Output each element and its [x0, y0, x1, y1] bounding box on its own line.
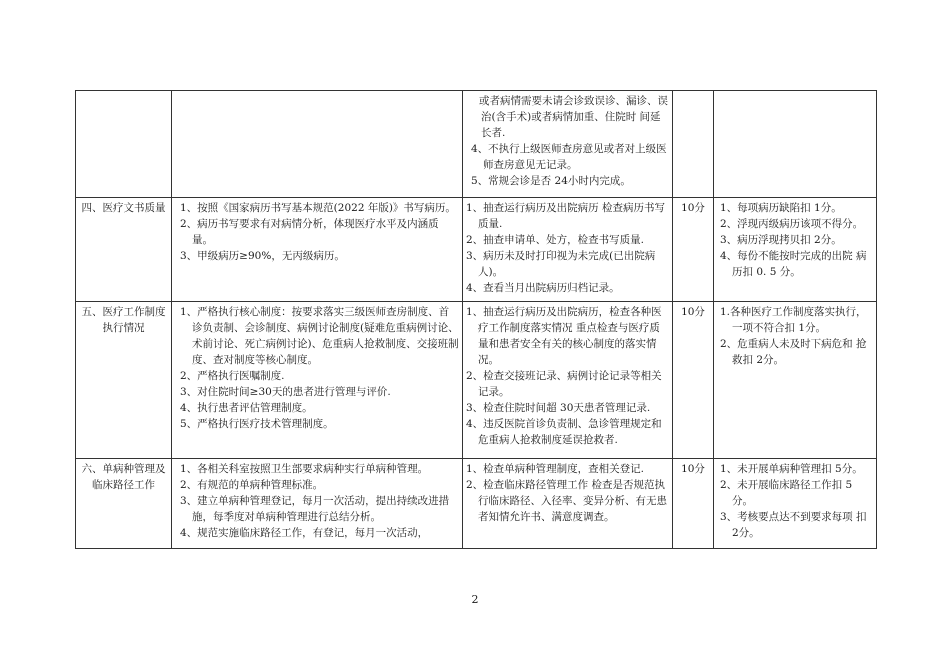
method-item: 4、不执行上级医师查房意见或者对上级医 师查房意见无记录。 [471, 143, 667, 171]
method-item: 1、检查单病种管理制度，查相关登记. [466, 463, 645, 475]
deductions-cell [714, 198, 877, 302]
method-item: 2、检查临床路径管理工作 检查是否规范执行临床路径、入径率、变异分析、有无患者知情允许书、满意度调查。 [466, 479, 667, 523]
standard-item: 2、病历书写要求有对病情分析，体现医疗水平及内涵质量。 [180, 218, 439, 246]
deduction-item: 1、未开展单病种管理扣 5分。 [720, 463, 863, 475]
deduction-item: 2、未开展临床路径工作扣 5分。 [720, 479, 853, 507]
method-item: 2、抽查申请单、处方，检查书写质量. [466, 234, 645, 246]
standard-item: 1、各相关科室按照卫生部要求病种实行单病种管理。 [180, 463, 429, 475]
category-cell: 五、医疗工作制度执行情况 [76, 302, 172, 459]
standard-item: 3、建立单病种管理登记，每月一次活动，提出持续改进措施，每季度对单病种管理进行总结分析。 [180, 495, 450, 523]
deduction-item: 3、考核要点达不到要求每项 扣 2分。 [720, 511, 867, 539]
method-item: 或者病情需要未请会诊致误诊、漏诊、误治(含手术)或者病情加重、住院时 间延长者. [479, 95, 668, 139]
category-cell [76, 91, 172, 198]
methods-cell [463, 91, 673, 198]
method-item: 4、查看当月出院病历归档记录。 [466, 282, 620, 294]
deduction-item: 3、病历浮现拷贝扣 2分。 [720, 234, 842, 246]
category-cell: 四、医疗文书质量 [76, 198, 172, 302]
standard-item: 4、执行患者评估管理制度。 [180, 402, 313, 414]
category-cell: 六、单病种管理及临床路径工作 [76, 459, 172, 549]
score-cell: 10分 [673, 302, 714, 459]
standard-item: 5、严格执行医疗技术管理制度。 [180, 418, 334, 430]
standard-item: 3、甲级病历≥90%，无丙级病历。 [180, 250, 345, 262]
table-row [76, 91, 877, 198]
method-item: 1、抽查运行病历及出院病历 检查病历书写质量. [466, 202, 666, 230]
standard-item: 2、严格执行医嘱制度. [180, 370, 285, 382]
table-row [76, 198, 877, 302]
deduction-item: 1.各种医疗工作制度落实执行，一项不符合扣 1分。 [720, 306, 867, 334]
page-number: 2 [471, 593, 479, 606]
score-cell [673, 91, 714, 198]
methods-cell [463, 198, 673, 302]
method-item: 2、检查交接班记录、病例讨论记录等相关记录。 [466, 370, 662, 398]
standard-item: 1、按照《国家病历书写基本规范(2022 年版)》书写病历。 [180, 202, 456, 214]
standard-item: 2、有规范的单病种管理标准。 [180, 479, 324, 491]
standards-cell [172, 198, 463, 302]
deductions-cell [714, 302, 877, 459]
standard-item: 1、严格执行核心制度：按要求落实三级医师查房制度、首诊负责制、会诊制度、病例讨论制度(疑难危重病例讨论、术前讨论、死亡病例讨论)、危重病人抢救制度、交接班制度、查对制度等核心制度。 [180, 306, 459, 366]
methods-cell [463, 459, 673, 549]
assessment-table [75, 90, 877, 549]
table-row [76, 302, 877, 459]
method-item: 3、病历未及时打印视为未完成(已出院病人)。 [466, 250, 656, 278]
method-item: 1、抽查运行病历及出院病历，检查各种医疗工作制度落实情况 重点检查与医疗质量和患者安全有关的核心制度的落实情况。 [466, 306, 662, 366]
standards-cell [172, 91, 463, 198]
method-item: 5、常规会诊是否 24小时内完成。 [471, 175, 631, 187]
deduction-item: 2、危重病人未及时下病危和 抢救扣 2分。 [720, 338, 867, 366]
standards-cell [172, 459, 463, 549]
score-cell: 10分 [673, 198, 714, 302]
score-cell: 10分 [673, 459, 714, 549]
standard-item: 4、规范实施临床路径工作，有登记，每月一次活动， [180, 527, 429, 539]
standard-item: 3、对住院时间≥30天的患者进行管理与评价. [180, 386, 391, 398]
methods-cell [463, 302, 673, 459]
deduction-item: 1、每项病历缺陷扣 1分。 [720, 202, 842, 214]
deductions-cell [714, 91, 877, 198]
method-item: 3、检查住院时间超 30天患者管理记录. [466, 402, 651, 414]
method-item: 4、违反医院首诊负责制、急诊管理规定和危重病人抢救制度延误抢救者. [466, 418, 662, 446]
standards-cell [172, 302, 463, 459]
deduction-item: 2、浮现丙级病历该项不得分。 [720, 218, 864, 230]
table-row [76, 459, 877, 549]
deductions-cell [714, 459, 877, 549]
deduction-item: 4、每份不能按时完成的出院 病历扣 0. 5 分。 [720, 250, 867, 278]
